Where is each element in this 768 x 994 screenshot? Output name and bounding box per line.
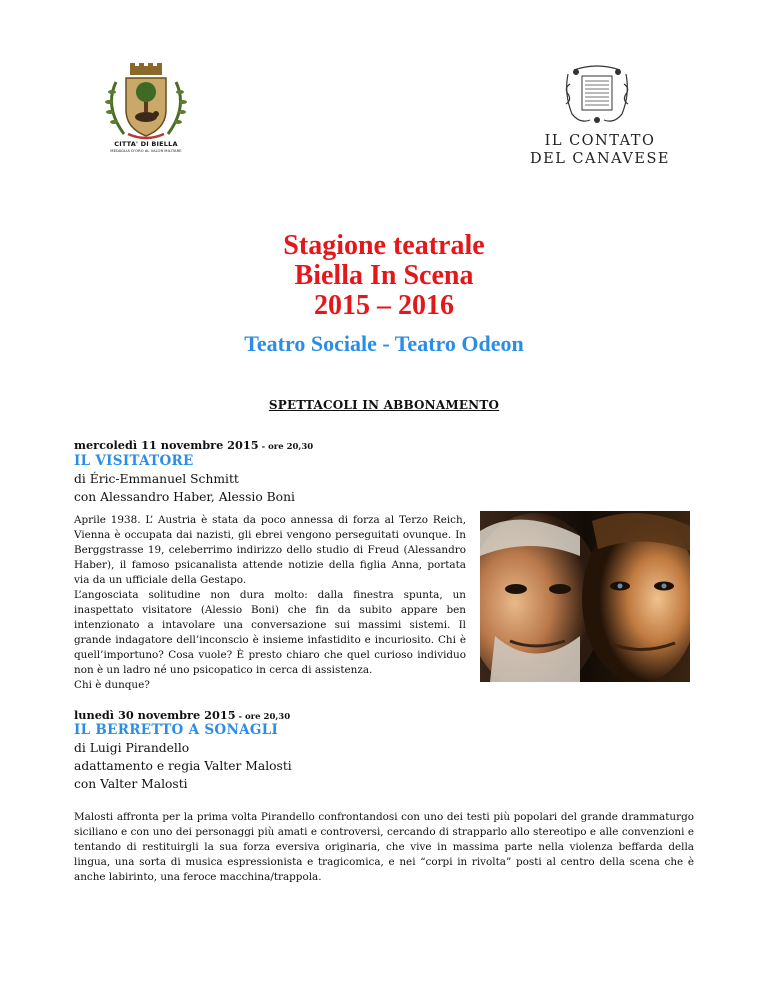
- section-heading: SPETTACOLI IN ABBONAMENTO: [268, 398, 500, 412]
- contato-del-canavese-logo: [560, 64, 634, 126]
- contato-line-1: IL CONTATO: [544, 133, 656, 149]
- page-title-line-2: Biella In Scena: [294, 260, 474, 291]
- show-description: [74, 513, 466, 693]
- show-time: - ore 20,30: [258, 442, 314, 452]
- show-author: di Luigi Pirandello: [74, 741, 190, 755]
- page-subtitle: Teatro Sociale - Teatro Odeon: [244, 331, 524, 356]
- show-date: [74, 708, 290, 722]
- description-paragraph: L’angosciata solitudine non dura molto: dalla finestra spunta, un inaspettato visitatore (Alessio Boni) che fin da subito appare ben intenzionato a intavolare una conversazione sui massimi sistemi. Il grande indagatore dell’inconscio è insieme infastidito e incuriosito. Chi è quell’importuno? Cosa vuole? È presto chiaro che quel curioso individuo non è un ladro né uno psicopatico in cerca di assistenza.: [74, 589, 466, 676]
- show-author: di Éric-Emmanuel Schmitt: [74, 472, 239, 486]
- show-title: IL BERRETTO A SONAGLI: [74, 722, 279, 738]
- ornate-emblem-icon: [560, 64, 634, 126]
- page-title-line-1: Stagione teatrale: [283, 230, 485, 261]
- show-time: - ore 20,30: [235, 712, 291, 722]
- description-paragraph: Chi è dunque?: [74, 679, 150, 691]
- show-adaptation: adattamento e regia Valter Malosti: [74, 759, 292, 773]
- contato-logo-text: [520, 132, 680, 168]
- show-date-text: mercoledì 11 novembre 2015: [74, 438, 259, 452]
- page-title-line-3: 2015 – 2016: [314, 290, 454, 321]
- logo-caption-city: CITTA' DI BIELLA: [114, 140, 178, 148]
- show-cast: con Alessandro Haber, Alessio Boni: [74, 490, 295, 504]
- description-paragraph: Aprile 1938. L’ Austria è stata da poco annessa di forza al Terzo Reich, Vienna è occupata dai nazisti, gli ebrei vengono perseguitati ovunque. In Berggstrasse 19, celeberrimo indirizzo dello studio di Freud (Alessandro Haber), il famoso psicanalista attende notizie della figlia Anna, portata via da un ufficiale della Gestapo.: [74, 514, 466, 586]
- show-cast: con Valter Malosti: [74, 777, 188, 791]
- show-description: Malosti affronta per la prima volta Pirandello confrontandosi con uno dei testi più popolari del grande drammaturgo siciliano e con uno dei personaggi più amati e controversi, cercando di strapparlo allo stereotipo e alle convenzioni e tentando di restituirgli la sua forza eversiva originaria, che vive in massima parte nella violenza beffarda della lingua, una sorta di musica espressionista e tragicomica, e nei “corpi in rivolta” posti al centro della scena che è anche labirinto, una feroce macchina/trappola.: [74, 811, 694, 883]
- actors-faces-image: [480, 511, 690, 682]
- show-photo: [480, 511, 690, 682]
- show-title: IL VISITATORE: [74, 453, 194, 469]
- logo-caption-medal: MEDAGLIA D'ORO AL VALOR MILITARE: [110, 149, 182, 153]
- show-date-text: lunedì 30 novembre 2015: [74, 708, 236, 722]
- contato-line-2: DEL CANAVESE: [529, 151, 671, 167]
- coat-of-arms-icon: [98, 62, 194, 142]
- show-date: [74, 438, 313, 452]
